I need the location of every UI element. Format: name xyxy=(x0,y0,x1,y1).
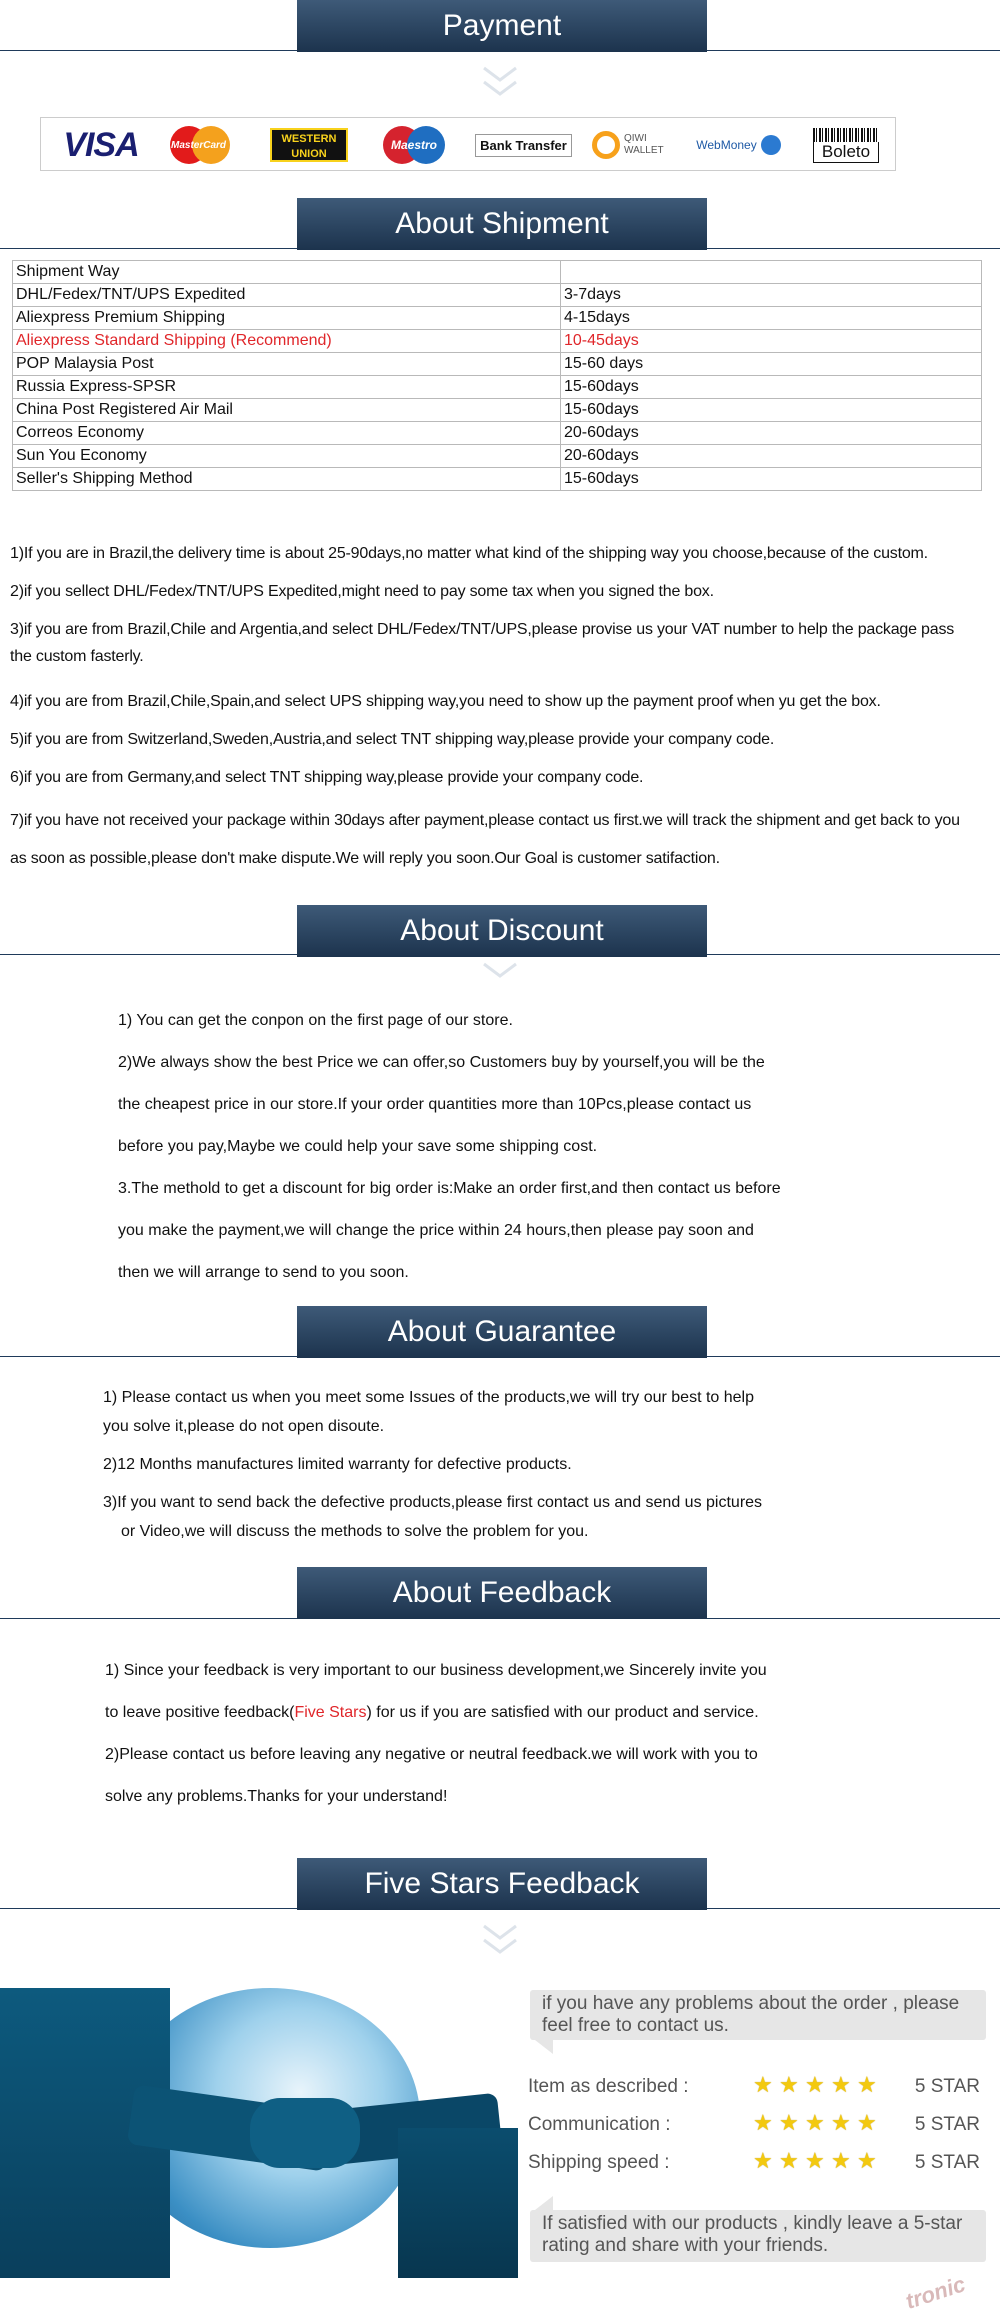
payment-logos xyxy=(40,117,896,171)
feedback-line: 2)Please contact us before leaving any negative or neutral feedback.we will work with you to xyxy=(105,1746,758,1763)
star-icon: ★ xyxy=(831,2072,851,2097)
delivery-time-cell: 15-60days xyxy=(561,468,982,491)
star-rating xyxy=(753,2150,883,2176)
contact-bubble: if you have any problems about the order , please feel free to contact us. xyxy=(530,1990,986,2040)
mastercard-logo xyxy=(166,118,231,172)
guarantee-line: 2)12 Months manufactures limited warranty for defective products. xyxy=(103,1456,572,1473)
barcode-icon xyxy=(813,128,879,142)
maestro-label: Maestro xyxy=(390,138,437,152)
guarantee-header xyxy=(0,1306,1000,1358)
discount-header xyxy=(0,905,1000,957)
table-row xyxy=(13,468,982,491)
table-row xyxy=(13,330,982,353)
discount-line: 3.The methold to get a discount for big order is:Make an order first,and then contact us before xyxy=(118,1180,781,1197)
delivery-time-cell: 15-60days xyxy=(561,376,982,399)
delivery-time-cell: 20-60days xyxy=(561,445,982,468)
shipment-note: 1)If you are in Brazil,the delivery time is about 25-90days,no matter what kind of the shipping way you choose,because of the custom. xyxy=(10,545,928,562)
rating-row xyxy=(528,2150,988,2176)
rating-label: Communication : xyxy=(528,2114,671,2135)
discount-line: 1) You can get the conpon on the first page of our store. xyxy=(118,1012,513,1029)
chevron-down-icon xyxy=(480,64,520,100)
rating-row xyxy=(528,2074,988,2100)
table-row xyxy=(13,261,982,284)
discount-line: 2)We always show the best Price we can offer,so Customers buy by yourself,you will be the xyxy=(118,1054,765,1071)
section-title: About Guarantee xyxy=(297,1306,707,1358)
western-union-label: WESTERN UNION xyxy=(270,128,348,162)
bubble-tail xyxy=(535,2040,553,2054)
star-icon: ★ xyxy=(831,2110,851,2135)
shipment-way-cell: Shipment Way xyxy=(13,261,561,284)
shipment-way-cell: POP Malaysia Post xyxy=(13,353,561,376)
globe-icon xyxy=(761,135,781,155)
shipment-way-cell: DHL/Fedex/TNT/UPS Expedited xyxy=(13,284,561,307)
discount-line: you make the payment,we will change the price within 24 hours,then please pay soon and xyxy=(118,1222,754,1239)
rating-label: Shipping speed : xyxy=(528,2152,670,2173)
delivery-time-cell xyxy=(561,261,982,284)
feedback-header xyxy=(0,1567,1000,1619)
handshake-globe-image xyxy=(0,1988,518,2278)
guarantee-line: or Video,we will discuss the methods to solve the problem for you. xyxy=(121,1523,589,1540)
payment-header xyxy=(0,0,1000,52)
star-icon: ★ xyxy=(857,2148,877,2173)
qiwi-icon xyxy=(592,131,620,159)
star-icon: ★ xyxy=(805,2110,825,2135)
webmoney-label: WebMoney xyxy=(696,138,757,152)
delivery-time-cell: 10-45days xyxy=(561,330,982,353)
delivery-time-cell: 20-60days xyxy=(561,422,982,445)
boleto-label: Boleto xyxy=(813,142,879,163)
rating-value: 5 STAR xyxy=(914,2152,980,2173)
shipment-way-cell: Correos Economy xyxy=(13,422,561,445)
shipment-note: 6)if you are from Germany,and select TNT shipping way,please provide your company code. xyxy=(10,769,644,786)
rating-value: 5 STAR xyxy=(914,2076,980,2097)
five-stars-header xyxy=(0,1858,1000,1910)
star-icon: ★ xyxy=(753,2072,773,2097)
star-icon: ★ xyxy=(753,2110,773,2135)
western-union-logo xyxy=(269,118,349,172)
shipment-notes xyxy=(10,540,970,889)
shipment-way-cell: Aliexpress Premium Shipping xyxy=(13,307,561,330)
star-icon: ★ xyxy=(779,2110,799,2135)
feedback-line: 1) Since your feedback is very important to our business development,we Sincerely invite you xyxy=(105,1662,767,1679)
shipment-way-cell: Russia Express-SPSR xyxy=(13,376,561,399)
feedback-text-part: to leave positive feedback( xyxy=(105,1704,295,1721)
bubble-tail xyxy=(535,2196,553,2210)
shipment-way-cell: Sun You Economy xyxy=(13,445,561,468)
table-row xyxy=(13,284,982,307)
star-icon: ★ xyxy=(857,2110,877,2135)
webmoney-logo xyxy=(686,118,791,172)
discount-line: before you pay,Maybe we could help your save some shipping cost. xyxy=(118,1138,598,1155)
bank-transfer-label: Bank Transfer xyxy=(475,134,572,157)
shipment-way-cell: China Post Registered Air Mail xyxy=(13,399,561,422)
guarantee-line: 3)If you want to send back the defective products,please first contact us and send us pictures xyxy=(103,1494,763,1511)
boleto-logo xyxy=(801,118,891,172)
star-icon: ★ xyxy=(805,2072,825,2097)
feedback-text xyxy=(105,1650,885,1818)
shipment-way-cell: Seller's Shipping Method xyxy=(13,468,561,491)
section-title: About Feedback xyxy=(297,1567,707,1619)
table-row xyxy=(13,445,982,468)
star-icon: ★ xyxy=(753,2148,773,2173)
rating-request-bubble: If satisfied with our products , kindly leave a 5-star rating and share with your friends. xyxy=(530,2210,986,2262)
star-icon: ★ xyxy=(805,2148,825,2173)
section-title: About Discount xyxy=(297,905,707,957)
shipment-note: 2)if you sellect DHL/Fedex/TNT/UPS Expedited,might need to pay some tax when you signed the box. xyxy=(10,583,714,600)
star-rating xyxy=(753,2074,883,2100)
rating-value: 5 STAR xyxy=(914,2114,980,2135)
star-rating xyxy=(753,2112,883,2138)
rating-label: Item as described : xyxy=(528,2076,689,2097)
star-icon: ★ xyxy=(857,2072,877,2097)
shipment-header xyxy=(0,198,1000,250)
section-title: Five Stars Feedback xyxy=(297,1858,707,1910)
table-row xyxy=(13,353,982,376)
watermark: tronic xyxy=(902,2271,969,2314)
chevron-down-icon xyxy=(480,960,520,996)
section-title: Payment xyxy=(297,0,707,52)
qiwi-label: QIWI WALLET xyxy=(624,133,664,156)
shipment-note: 3)if you are from Brazil,Chile and Argentia,and select DHL/Fedex/TNT/UPS,please provise us your VAT number to help the package pass the custom fasterly. xyxy=(10,621,955,665)
rating-row xyxy=(528,2112,988,2138)
shipment-table xyxy=(12,260,982,491)
feedback-text-part: ) for us if you are satisfied with our product and service. xyxy=(366,1704,759,1721)
mastercard-label: MasterCard xyxy=(170,139,227,151)
delivery-time-cell: 3-7days xyxy=(561,284,982,307)
bank-transfer-logo xyxy=(471,118,576,172)
star-icon: ★ xyxy=(779,2072,799,2097)
discount-text xyxy=(118,1000,888,1294)
star-icon: ★ xyxy=(831,2148,851,2173)
discount-line: the cheapest price in our store.If your order quantities more than 10Pcs,please contact us xyxy=(118,1096,752,1113)
visa-logo: VISA xyxy=(63,125,139,164)
discount-line: then we will arrange to send to you soon. xyxy=(118,1264,409,1281)
guarantee-line: you solve it,please do not open disoute. xyxy=(103,1418,385,1435)
table-row xyxy=(13,399,982,422)
table-row xyxy=(13,376,982,399)
qiwi-logo xyxy=(586,118,676,172)
shipment-note: 7)if you have not received your package within 30days after payment,please contact us first.we will track the shipment and get back to you as soon as possible,please don't make dispute.We will reply you soon.Our Goal is customer satifaction. xyxy=(10,812,960,867)
shipment-note: 5)if you are from Switzerland,Sweden,Austria,and select TNT shipping way,please provide your company code. xyxy=(10,731,775,748)
shipment-note: 4)if you are from Brazil,Chile,Spain,and select UPS shipping way,you need to show up the payment proof when yu get the box. xyxy=(10,693,881,710)
delivery-time-cell: 15-60days xyxy=(561,399,982,422)
star-icon: ★ xyxy=(779,2148,799,2173)
maestro-logo xyxy=(379,118,449,172)
delivery-time-cell: 4-15days xyxy=(561,307,982,330)
guarantee-line: 1) Please contact us when you meet some Issues of the products,we will try our best to help xyxy=(103,1389,754,1406)
delivery-time-cell: 15-60 days xyxy=(561,353,982,376)
shipment-way-cell: Aliexpress Standard Shipping (Recommend) xyxy=(13,330,561,353)
table-row xyxy=(13,307,982,330)
five-stars-highlight: Five Stars xyxy=(294,1704,367,1721)
section-title: About Shipment xyxy=(297,198,707,250)
chevron-down-icon xyxy=(480,1922,520,1958)
feedback-line xyxy=(105,1692,885,1734)
feedback-line: solve any problems.Thanks for your understand! xyxy=(105,1788,448,1805)
guarantee-text xyxy=(103,1383,883,1555)
table-row xyxy=(13,422,982,445)
